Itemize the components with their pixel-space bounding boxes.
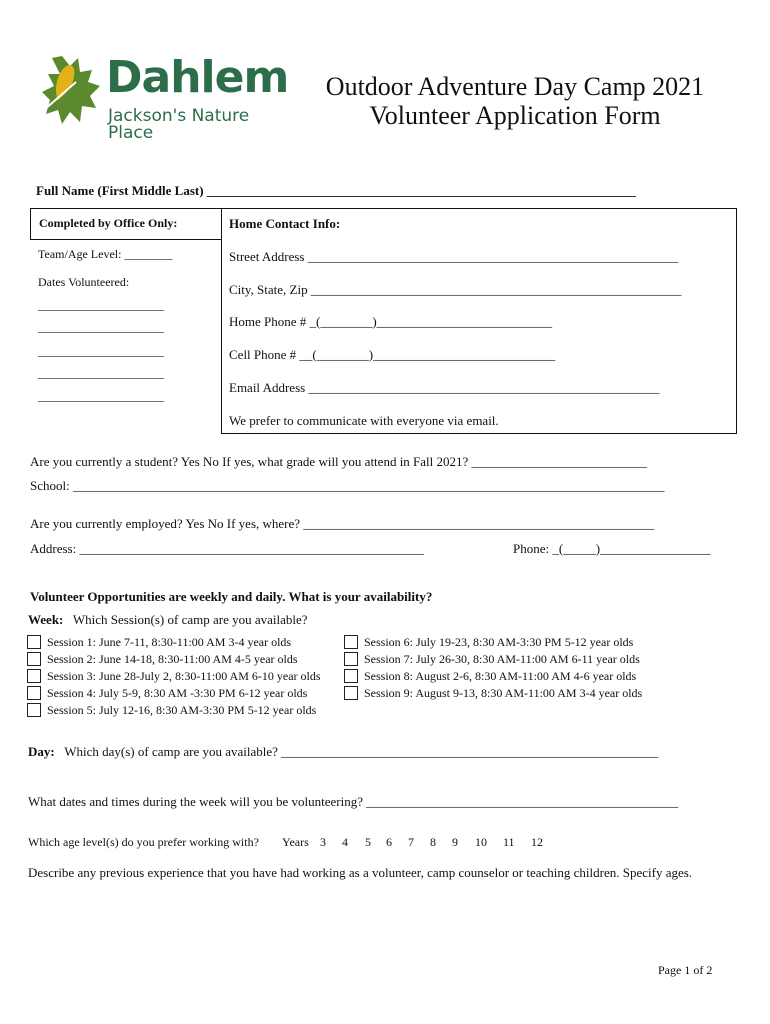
session-5-checkbox[interactable]: [27, 703, 41, 717]
years-label: Years: [282, 835, 309, 849]
session-6-label: Session 6: July 19-23, 8:30 AM-3:30 PM 5-12 year olds: [364, 635, 634, 649]
session-4-label: Session 4: July 5-9, 8:30 AM -3:30 PM 6-12 year olds: [47, 686, 308, 700]
session-9-checkbox[interactable]: [344, 686, 358, 700]
session-1-label: Session 1: June 7-11, 8:30-11:00 AM 3-4 year olds: [47, 635, 292, 649]
age-option[interactable]: 5: [365, 835, 371, 849]
session-5-label: Session 5: July 12-16, 8:30 AM-3:30 PM 5-12 year olds: [47, 703, 317, 717]
office-only-heading: Completed by Office Only:: [39, 216, 178, 230]
street-address-field[interactable]: Street Address _________________________________________________________: [229, 249, 679, 264]
team-age-field: Team/Age Level: ________: [38, 247, 173, 261]
form-title-line2: Volunteer Application Form: [369, 101, 661, 130]
dates-volunteered-label: Dates Volunteered:: [38, 275, 130, 289]
session-7-label: Session 7: July 26-30, 8:30 AM-11:00 AM 6-11 year olds: [364, 652, 640, 666]
student-question[interactable]: Are you currently a student? Yes No If yes, what grade will you attend in Fall 2021? ___________________________: [30, 454, 648, 469]
email-preference-note: We prefer to communicate with everyone via email.: [229, 413, 499, 428]
session-2-label: Session 2: June 14-18, 8:30-11:00 AM 4-5 year olds: [47, 652, 298, 666]
logo-name: Dahlem: [106, 52, 289, 103]
session-9-label: Session 9: August 9-13, 8:30 AM-11:00 AM 3-4 year olds: [364, 686, 643, 700]
school-field[interactable]: School: ___________________________________________________________________________________________: [30, 478, 665, 493]
experience-question[interactable]: Describe any previous experience that you have had working as a volunteer, camp counselor or teaching children. Specify ages.: [28, 865, 693, 880]
session-4-checkbox[interactable]: [27, 686, 41, 700]
session-3-checkbox[interactable]: [27, 669, 41, 683]
form-title-line1: Outdoor Adventure Day Camp 2021: [325, 72, 705, 101]
dates-line: _____________________: [38, 366, 164, 380]
age-option[interactable]: 12: [531, 835, 543, 849]
logo-tagline: Jackson's Nature Place: [108, 106, 250, 143]
session-8-label: Session 8: August 2-6, 8:30 AM-11:00 AM 4-6 year olds: [364, 669, 637, 683]
week-label: Week:: [28, 612, 64, 627]
session-8-checkbox[interactable]: [344, 669, 358, 683]
day-question[interactable]: [28, 744, 658, 760]
week-question: [28, 612, 308, 628]
dahlem-logo: [40, 52, 290, 143]
home-contact-heading: Home Contact Info:: [229, 216, 341, 231]
age-option[interactable]: 7: [408, 835, 414, 849]
city-state-zip-field[interactable]: City, State, Zip _________________________________________________________: [229, 282, 682, 297]
day-label: Day:: [28, 744, 55, 759]
age-option[interactable]: 4: [342, 835, 348, 849]
employer-address-field[interactable]: Address: _____________________________________________________: [30, 541, 424, 556]
session-6-checkbox[interactable]: [344, 635, 358, 649]
session-7-checkbox[interactable]: [344, 652, 358, 666]
cell-phone-field[interactable]: Cell Phone # __(________)____________________________: [229, 347, 556, 362]
day-question-text: Which day(s) of camp are you available? __________________________________________________________: [64, 744, 659, 759]
age-option[interactable]: 3: [320, 835, 326, 849]
session-1-checkbox[interactable]: [27, 635, 41, 649]
age-level-question: Which age level(s) do you prefer working with?: [28, 835, 259, 849]
age-option[interactable]: 9: [452, 835, 458, 849]
dates-line: _____________________: [38, 298, 164, 312]
availability-heading: Volunteer Opportunities are weekly and daily. What is your availability?: [30, 589, 433, 604]
age-option[interactable]: 8: [430, 835, 436, 849]
session-2-checkbox[interactable]: [27, 652, 41, 666]
office-only-box: [30, 208, 222, 240]
age-option[interactable]: 11: [503, 835, 515, 849]
dates-line: _____________________: [38, 344, 164, 358]
full-name-field[interactable]: Full Name (First Middle Last) __________________________________________________________________: [36, 183, 636, 198]
employment-question[interactable]: Are you currently employed? Yes No If yes, where? ______________________________________________________: [30, 516, 655, 531]
dates-line: _____________________: [38, 320, 164, 334]
age-option[interactable]: 6: [386, 835, 392, 849]
session-3-label: Session 3: June 28-July 2, 8:30-11:00 AM 6-10 year olds: [47, 669, 321, 683]
page-number: Page 1 of 2: [658, 963, 713, 977]
home-phone-field[interactable]: Home Phone # _(________)___________________________: [229, 314, 553, 329]
dates-line: _____________________: [38, 389, 164, 403]
age-option[interactable]: 10: [475, 835, 487, 849]
dates-times-field[interactable]: What dates and times during the week will you be volunteering? ________________________________________________: [28, 794, 679, 809]
email-field[interactable]: Email Address ______________________________________________________: [229, 380, 660, 395]
week-question-text: Which Session(s) of camp are you available?: [72, 612, 308, 627]
leaf-bird-icon: [40, 52, 106, 132]
employer-phone-field[interactable]: Phone: _(_____)_________________: [513, 541, 711, 556]
